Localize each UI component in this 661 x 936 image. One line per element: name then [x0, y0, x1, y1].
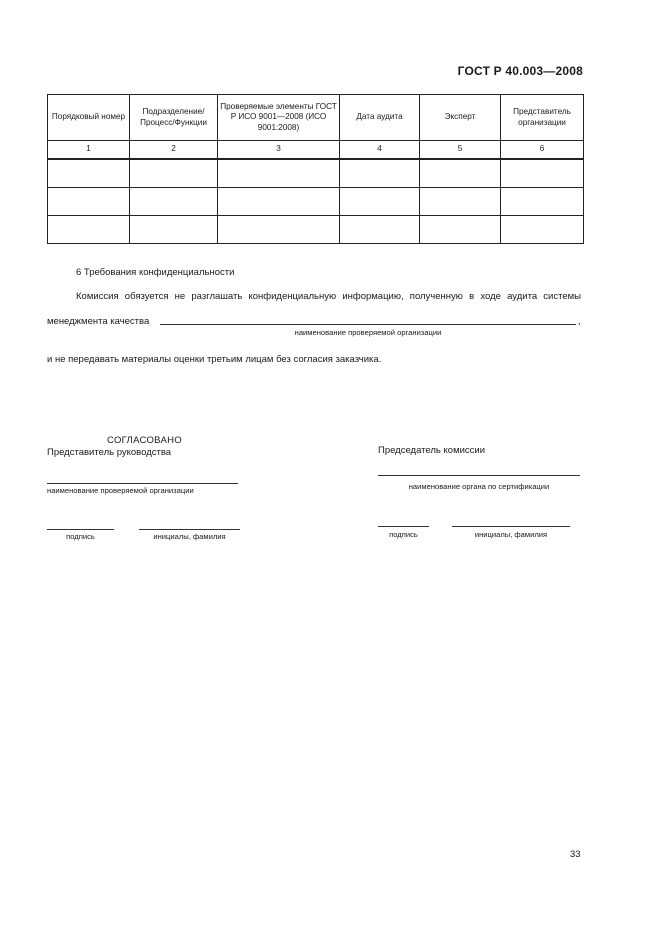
left-org-caption: наименование проверяемой организации — [47, 486, 194, 495]
page-number: 33 — [570, 849, 581, 860]
table-cell — [130, 216, 218, 244]
col-number: 3 — [218, 141, 340, 160]
right-org-line — [378, 475, 580, 476]
materials-paragraph: и не передавать материалы оценки третьим лицам без согласия заказчика. — [47, 354, 382, 365]
table-cell — [501, 159, 584, 188]
right-signature-caption: подпись — [389, 530, 418, 539]
right-name-line — [452, 526, 570, 527]
table-row — [48, 188, 584, 216]
table-row — [48, 216, 584, 244]
right-signature-line — [378, 526, 429, 527]
table-cell — [48, 216, 130, 244]
standard-code: ГОСТ Р 40.003—2008 — [457, 64, 583, 78]
col-header-representative: Представитель организации — [501, 95, 584, 141]
col-number: 4 — [340, 141, 420, 160]
table-cell — [218, 216, 340, 244]
table-cell — [340, 216, 420, 244]
commission-chairman-label: Председатель комиссии — [378, 445, 486, 456]
section-title: 6 Требования конфиденциальности — [76, 267, 235, 278]
col-header-number: Порядковый номер — [48, 95, 130, 141]
col-header-elements: Проверяемые элементы ГОСТ Р ИСО 9001—2008 (ИСО 9001:2008) — [218, 95, 340, 141]
table-cell — [420, 159, 501, 188]
col-number: 6 — [501, 141, 584, 160]
col-header-audit-date: Дата аудита — [340, 95, 420, 141]
management-representative-label: Представитель руководства — [47, 447, 172, 458]
table-cell — [218, 188, 340, 216]
table-cell — [501, 216, 584, 244]
audit-plan-table — [47, 94, 584, 244]
table-cell — [501, 188, 584, 216]
right-org-caption: наименование органа по сертификации — [408, 482, 550, 491]
qms-label: менеджмента качества — [47, 316, 150, 327]
col-header-department: Подразделение/ Процесс/Функции — [130, 95, 218, 141]
left-name-line — [139, 529, 240, 530]
left-org-line — [47, 483, 238, 484]
organization-fill-line — [160, 324, 576, 325]
paragraph-comma: , — [578, 316, 581, 327]
table-cell — [48, 159, 130, 188]
col-header-expert: Эксперт — [420, 95, 501, 141]
col-number: 5 — [420, 141, 501, 160]
left-signature-caption: подпись — [66, 532, 95, 541]
agreed-heading: СОГЛАСОВАНО — [107, 435, 182, 446]
table-row — [48, 159, 584, 188]
table-cell — [420, 216, 501, 244]
table-cell — [420, 188, 501, 216]
right-name-caption: инициалы, фамилия — [474, 530, 548, 539]
table-cell — [340, 159, 420, 188]
table-cell — [340, 188, 420, 216]
table-number-row — [48, 141, 584, 160]
table-cell — [48, 188, 130, 216]
confidentiality-paragraph: Комиссия обязуется не разглашать конфиденциальную информацию, полученную в ходе аудита системы — [76, 291, 581, 302]
left-name-caption: инициалы, фамилия — [153, 532, 226, 541]
col-number: 2 — [130, 141, 218, 160]
col-number: 1 — [48, 141, 130, 160]
table-cell — [130, 188, 218, 216]
left-signature-line — [47, 529, 114, 530]
organization-caption: наименование проверяемой организации — [294, 328, 442, 337]
table-header-row — [48, 95, 584, 141]
table-cell — [130, 159, 218, 188]
table-cell — [218, 159, 340, 188]
